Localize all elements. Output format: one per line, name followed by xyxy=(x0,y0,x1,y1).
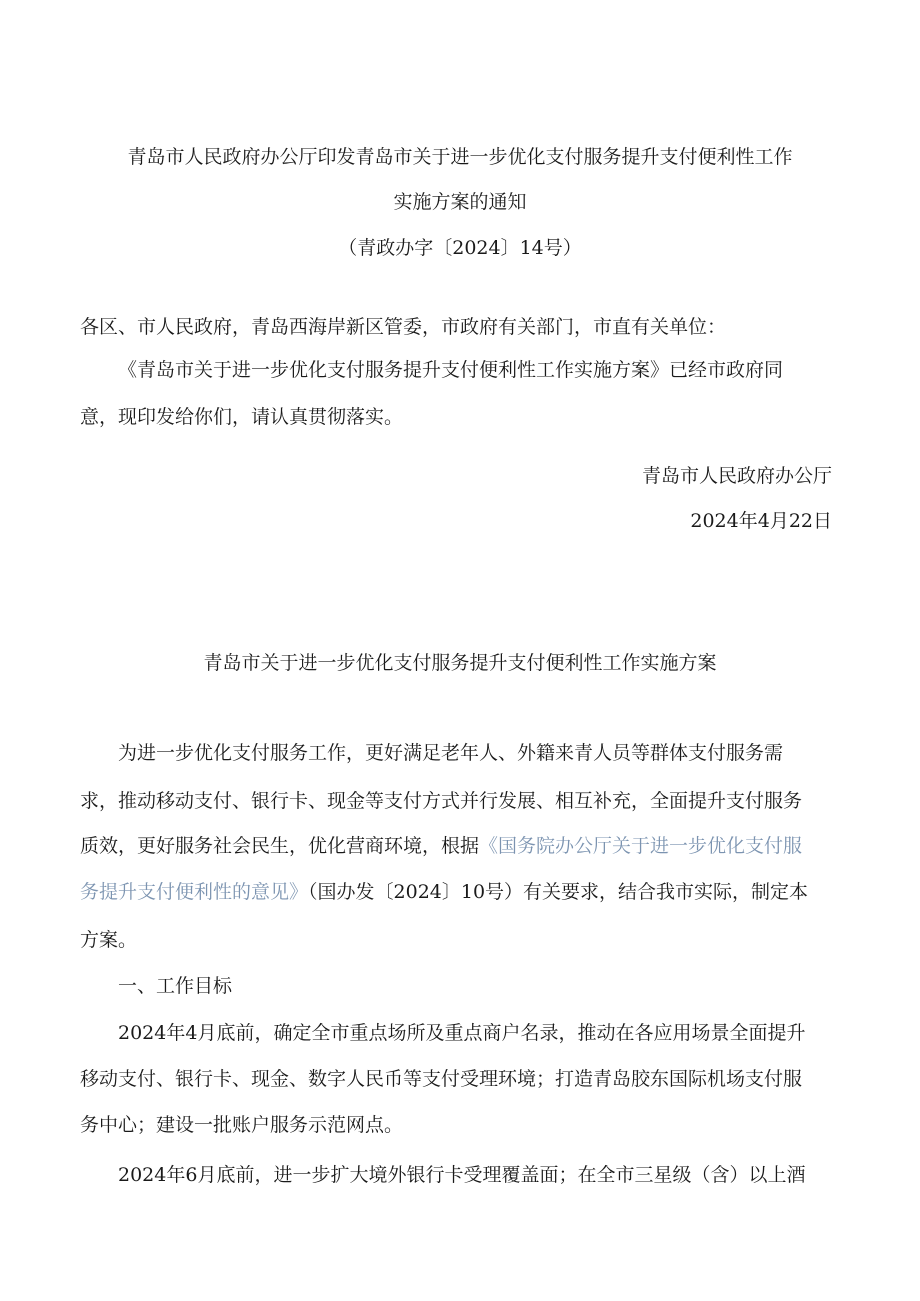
plan-intro-line-3 xyxy=(80,834,802,858)
notice-body-line-1: 《青岛市关于进一步优化支付服务提升支付便利性工作实施方案》已经市政府同 xyxy=(118,359,784,381)
plan-title: 青岛市关于进一步优化支付服务提升支付便利性工作实施方案 xyxy=(203,652,717,674)
plan-intro-line-4-text: （国办发〔2024〕10号）有关要求，结合我市实际，制定本 xyxy=(308,881,809,903)
plan-intro-line-3-text: 质效，更好服务社会民生，优化营商环境，根据 xyxy=(80,835,480,857)
notice-addressees: 各区、市人民政府，青岛西海岸新区管委，市政府有关部门，市直有关单位： xyxy=(80,316,727,338)
notice-title-line-2: 实施方案的通知 xyxy=(393,191,527,213)
notice-body-line-2: 意，现印发给你们，请认真贯彻落实。 xyxy=(80,406,404,428)
goal-1-line-2: 移动支付、银行卡、现金、数字人民币等支付受理环境；打造青岛胶东国际机场支付服 xyxy=(80,1068,803,1090)
policy-document-link[interactable]: 《国务院办公厅关于进一步优化支付服 xyxy=(479,835,803,857)
notice-issuer: 青岛市人民政府办公厅 xyxy=(641,465,832,487)
notice-title-line-1: 青岛市人民政府办公厅印发青岛市关于进一步优化支付服务提升支付便利性工作 xyxy=(127,146,793,168)
goal-1-line-1: 2024年4月底前，确定全市重点场所及重点商户名录，推动在各应用场景全面提升 xyxy=(118,1022,806,1044)
notice-doc-number: （青政办字〔2024〕14号） xyxy=(338,237,582,259)
plan-intro-line-4 xyxy=(80,880,808,904)
goal-2-line-1: 2024年6月底前，进一步扩大境外银行卡受理覆盖面；在全市三星级（含）以上酒 xyxy=(118,1164,806,1186)
goal-1-line-3: 务中心；建设一批账户服务示范网点。 xyxy=(80,1114,404,1136)
plan-intro-line-5: 方案。 xyxy=(80,929,138,951)
section-1-heading: 一、工作目标 xyxy=(118,975,233,997)
notice-date: 2024年4月22日 xyxy=(690,510,832,532)
policy-document-link-continued[interactable]: 务提升支付便利性的意见》 xyxy=(80,881,309,903)
plan-intro-line-2: 求，推动移动支付、银行卡、现金等支付方式并行发展、相互补充，全面提升支付服务 xyxy=(80,790,803,812)
plan-intro-line-1: 为进一步优化支付服务工作，更好满足老年人、外籍来青人员等群体支付服务需 xyxy=(118,742,784,764)
